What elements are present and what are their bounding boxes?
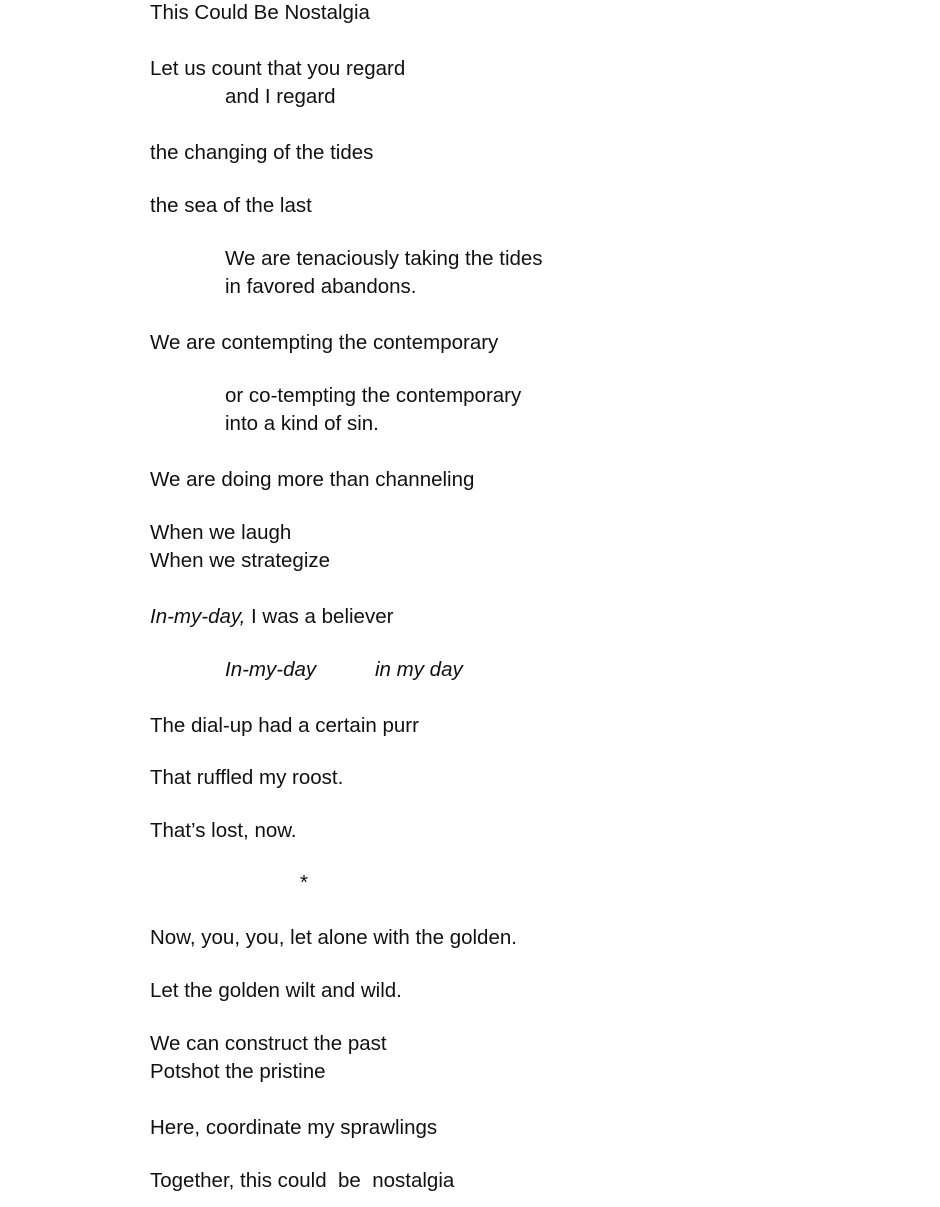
poem-line-rest: I was a believer	[245, 605, 394, 628]
poem-line: into a kind of sin.	[225, 412, 379, 435]
poem-line-italic: in my day	[375, 658, 463, 681]
poem-line: the changing of the tides	[150, 141, 374, 164]
poem-line: Potshot the pristine	[150, 1060, 326, 1083]
poem-title: This Could Be Nostalgia	[150, 1, 370, 24]
poem-line: in favored abandons.	[225, 275, 417, 298]
poem-line: When we laugh	[150, 521, 292, 544]
poem-line: Here, coordinate my sprawlings	[150, 1116, 438, 1139]
poem-line: We are contempting the contemporary	[150, 331, 499, 354]
poem-line-italic: In-my-day,	[150, 605, 246, 628]
poem-line: We are doing more than channeling	[150, 468, 475, 491]
poem-line-italic: In-my-day	[225, 658, 317, 681]
section-separator: *	[300, 871, 308, 894]
poem-line: That’s lost, now.	[150, 819, 297, 842]
poem-line: Let us count that you regard	[150, 57, 406, 80]
poem-line: That ruffled my roost.	[150, 766, 344, 789]
poem-line: Let the golden wilt and wild.	[150, 979, 402, 1002]
poem-line: We can construct the past	[150, 1032, 387, 1055]
poem-line: and I regard	[225, 85, 336, 108]
poem-line: The dial-up had a certain purr	[150, 714, 419, 737]
poem-line: When we strategize	[150, 549, 331, 572]
poem-line: Now, you, you, let alone with the golden.	[150, 926, 517, 949]
poem-line: We are tenaciously taking the tides	[225, 247, 543, 270]
poem-line: the sea of the last	[150, 194, 312, 217]
poem-line: or co-tempting the contemporary	[225, 384, 522, 407]
poem-line	[150, 605, 393, 629]
poem-line: Together, this could be nostalgia	[150, 1169, 455, 1192]
